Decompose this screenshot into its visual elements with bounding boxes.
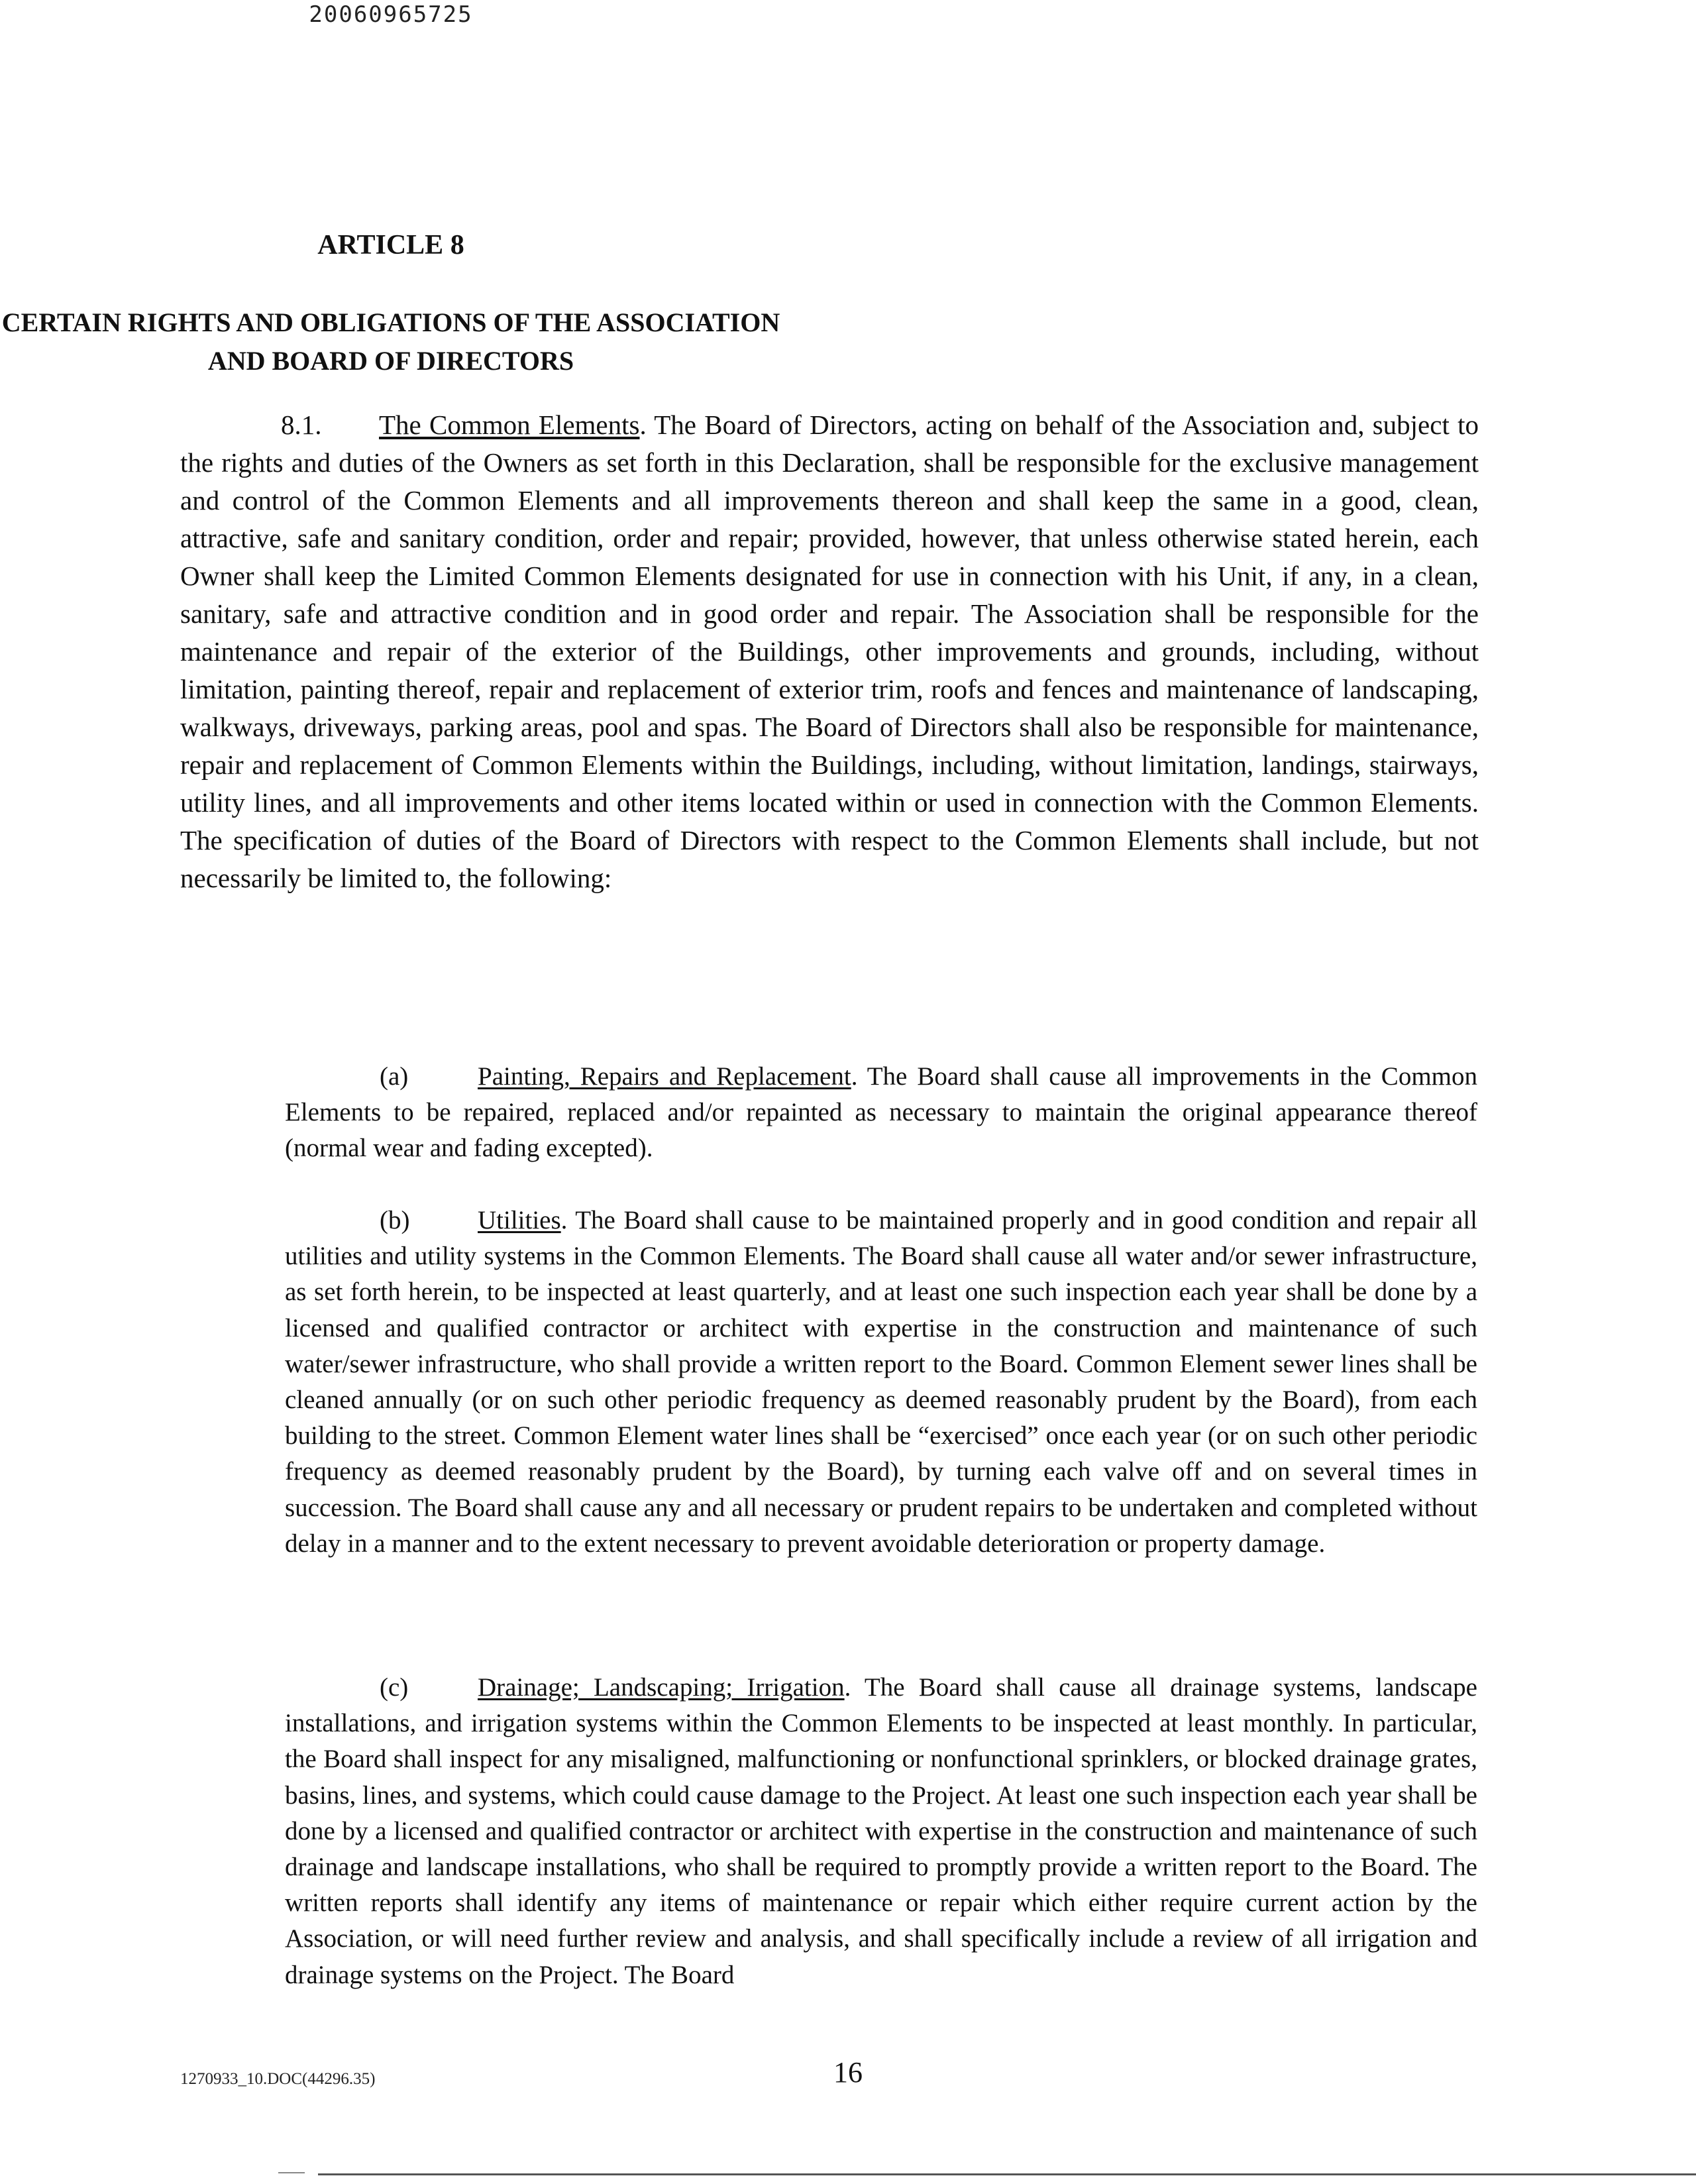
subsection-c-text: . The Board shall cause all drainage systems, landscape installations, and irrigation systems within the Common Elements to be inspected at least monthly. In particular, the Board shall inspect for any misaligned, malfunctioning or nonfunctional sprinklers, or blocked drainage grates, basins, lines, and systems, which could cause damage to the Project. At least one such inspection each year shall be done by a licensed and qualified contractor or architect with expertise in the construction and maintenance of such drainage and landscape installations, who shall be required to promptly provide a written report to the Board. The written reports shall identify any items of maintenance or repair which either require current action by the Association, or will need further review and analysis, and shall specifically include a review of all irrigation and drainage systems on the Project. The Board: [285, 1673, 1477, 1989]
subsection-b-heading: Utilities: [478, 1206, 561, 1234]
page-number: 16: [833, 2056, 863, 2089]
subsection-b-label: (b): [380, 1206, 410, 1234]
article-title: ARTICLE 8: [317, 230, 464, 260]
subsection-b-text: . The Board shall cause to be maintained properly and in good condition and repair all utilities and utility systems in the Common Elements. The Board shall cause all water and/or sewer infrastructure, as set forth herein, to be inspected at least quarterly, and at least one such inspection each year shall be done by a licensed and qualified contractor or architect with expertise in the construction and maintenance of such water/sewer infrastructure, who shall provide a written report to the Board. Common Element sewer lines shall be cleaned annually (or on such other periodic frequency as deemed reasonably prudent by the Board), from each building to the street. Common Element water lines shall be “exercised” once each year (or on such other periodic frequency as deemed reasonably prudent by the Board), by turning each valve off and on several times in succession. The Board shall cause any and all necessary or prudent repairs to be undertaken and completed without delay in a manner and to the extent necessary to prevent avoidable deterioration or property damage.: [285, 1206, 1477, 1558]
subsection-a-text: . The Board shall cause all improvements in the Common Elements to be repaired, replaced and/or repainted as necessary to maintain the original appearance thereof (normal wear and fading excepted).: [285, 1062, 1477, 1163]
document-reference: 1270933_10.DOC(44296.35): [180, 2070, 376, 2088]
subsection-b-paragraph: [285, 1203, 1477, 1562]
subsection-a-heading: Painting, Repairs and Replacement: [478, 1062, 851, 1091]
scan-artifact-mark: [278, 2172, 305, 2173]
scan-artifact-line: [318, 2173, 1696, 2175]
article-subtitle: [0, 303, 782, 380]
subsection-a-label: (a): [380, 1062, 409, 1091]
section-heading: The Common Elements: [379, 410, 640, 440]
section-8-1-paragraph: [180, 406, 1479, 897]
section-body-text: . The Board of Directors, acting on behalf of the Association and, subject to the rights and duties of the Owners as set forth in this Declaration, shall be responsible for the exclusive management and control of the Common Elements and all improvements thereon and shall keep the same in a good, clean, attractive, safe and sanitary condition, order and repair; provided, however, that unless otherwise stated herein, each Owner shall keep the Limited Common Elements designated for use in connection with his Unit, if any, in a clean, sanitary, safe and attractive condition and in good order and repair. The Association shall be responsible for the maintenance and repair of the exterior of the Buildings, other improvements and grounds, including, without limitation, painting thereof, repair and replacement of exterior trim, roofs and fences and maintenance of landscaping, walkways, driveways, parking areas, pool and spas. The Board of Directors shall also be responsible for maintenance, repair and replacement of Common Elements within the Buildings, including, without limitation, landings, stairways, utility lines, and all improvements and other items located within or used in connection with the Common Elements. The specification of duties of the Board of Directors with respect to the Common Elements shall include, but not necessarily be limited to, the following:: [180, 410, 1479, 893]
subsection-c-paragraph: [285, 1670, 1477, 1993]
article-subtitle-line-1: CERTAIN RIGHTS AND OBLIGATIONS OF THE ASSOCIATION: [1, 307, 780, 337]
subsection-c-heading: Drainage; Landscaping; Irrigation: [478, 1673, 845, 1702]
section-number: 8.1.: [281, 410, 322, 440]
article-subtitle-line-2: AND BOARD OF DIRECTORS: [207, 346, 574, 376]
subsection-a-paragraph: [285, 1059, 1477, 1167]
subsection-c-label: (c): [380, 1673, 409, 1702]
recording-number: 20060965725: [309, 1, 473, 28]
